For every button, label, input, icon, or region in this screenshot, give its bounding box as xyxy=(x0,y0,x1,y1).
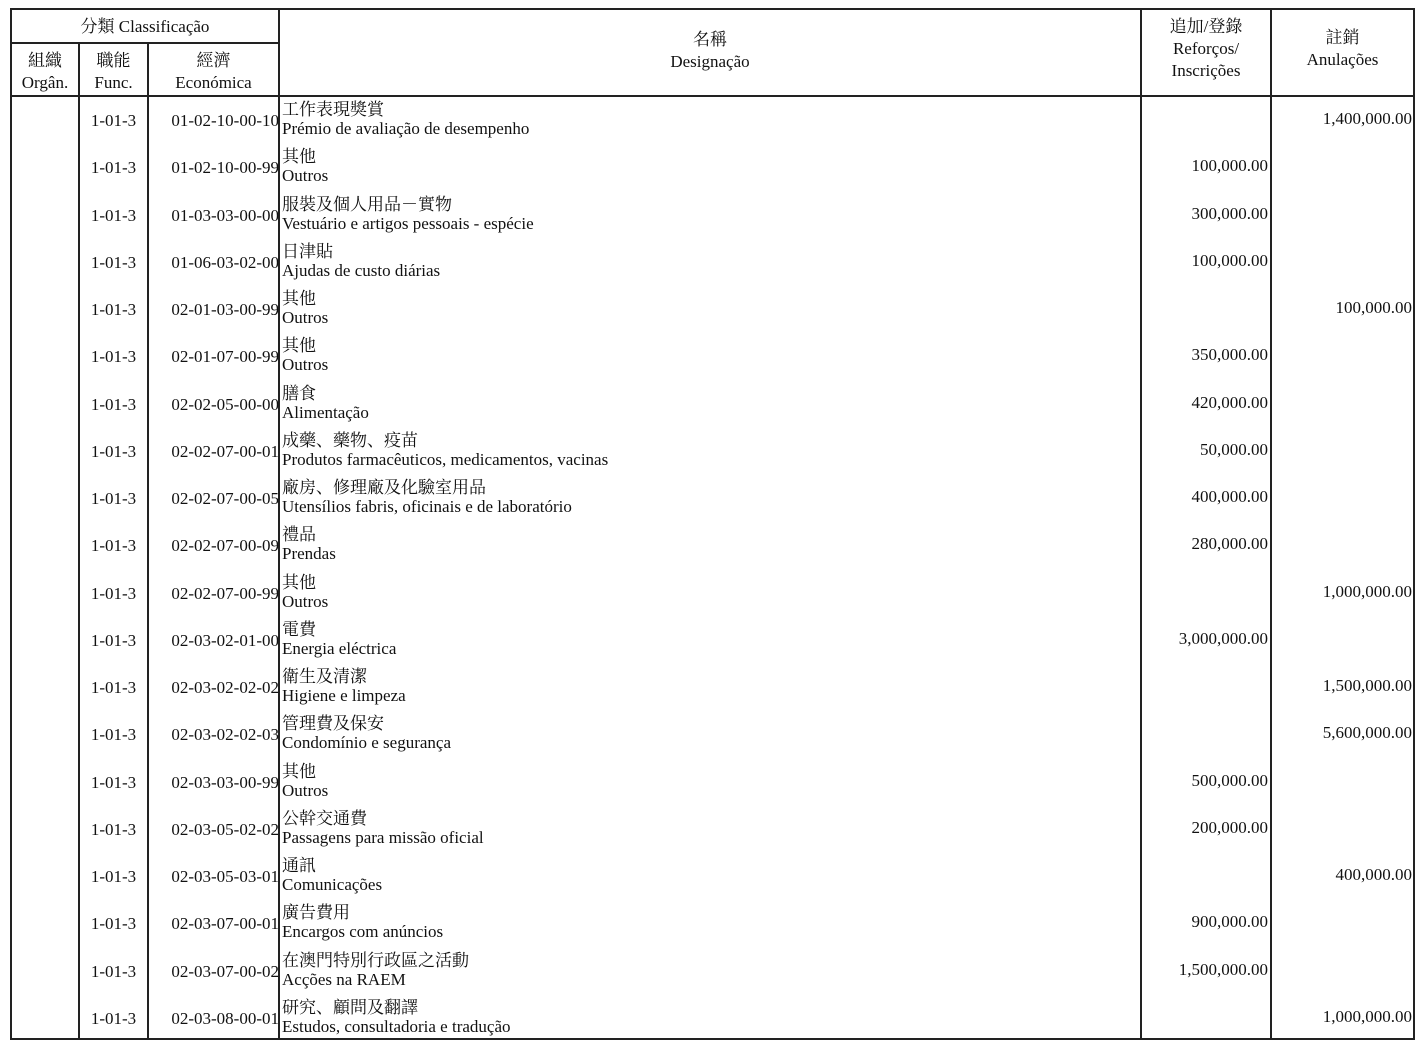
func-code: 1-01-3 xyxy=(90,1008,137,1028)
reforcos-amount: 300,000.00 xyxy=(1191,203,1268,223)
econ-code: 02-03-05-02-02 xyxy=(171,819,279,839)
reforcos-amount: 420,000.00 xyxy=(1191,392,1268,412)
econ-code: 02-03-02-01-00 xyxy=(171,630,279,650)
table-row xyxy=(12,286,1413,333)
designation-zh: 禮品 xyxy=(282,525,316,545)
header-designation-zh: 名稱 xyxy=(693,30,727,49)
econ-code: 02-03-08-00-01 xyxy=(171,1008,279,1028)
reforcos-amount: 50,000.00 xyxy=(1200,439,1268,459)
designation-zh: 膳食 xyxy=(282,383,316,403)
table-row xyxy=(12,381,1413,428)
header-anulacoes-pt: Anulações xyxy=(1306,50,1379,69)
header-designation-pt: Designação xyxy=(670,52,750,71)
header-func-zh: 職能 xyxy=(96,51,131,70)
header-econ-zh: 經濟 xyxy=(196,51,231,70)
econ-code: 02-02-05-00-00 xyxy=(171,394,279,414)
header-designation xyxy=(280,29,1140,73)
table-row xyxy=(12,97,1413,144)
econ-code: 02-02-07-00-01 xyxy=(171,441,279,461)
econ-code: 01-02-10-00-10 xyxy=(171,111,279,130)
designation-zh: 服裝及個人用品－實物 xyxy=(282,194,452,214)
designation-pt: Acções na RAEM xyxy=(282,969,406,989)
header-econ-pt: Económica xyxy=(175,73,252,92)
func-code: 1-01-3 xyxy=(90,394,137,414)
econ-code: 02-03-05-03-01 xyxy=(171,867,279,886)
designation-zh: 研究、顧問及翻譯 xyxy=(282,997,418,1017)
econ-code: 01-03-03-00-00 xyxy=(171,205,279,225)
designation-zh: 廣告費用 xyxy=(282,903,350,923)
reforcos-amount: 100,000.00 xyxy=(1191,250,1268,270)
func-code: 1-01-3 xyxy=(90,867,137,886)
reforcos-amount: 200,000.00 xyxy=(1191,817,1268,837)
table-row xyxy=(12,759,1413,806)
econ-code: 02-01-03-00-99 xyxy=(171,300,279,319)
table-row xyxy=(12,522,1413,569)
reforcos-amount: 100,000.00 xyxy=(1191,156,1268,176)
designation-pt: Outros xyxy=(282,780,329,800)
econ-code: 02-01-07-00-99 xyxy=(171,347,279,367)
anulacoes-amount: 5,600,000.00 xyxy=(1322,723,1412,743)
designation-zh: 衛生及清潔 xyxy=(282,667,367,686)
table-row xyxy=(12,333,1413,380)
header-func-pt: Func. xyxy=(94,73,133,92)
header-organ-pt: Orgân. xyxy=(21,73,69,92)
func-code: 1-01-3 xyxy=(90,300,137,319)
designation-pt: Comunicações xyxy=(282,875,383,894)
econ-code: 02-02-07-00-05 xyxy=(171,489,279,508)
func-code: 1-01-3 xyxy=(90,205,137,225)
func-code: 1-01-3 xyxy=(90,819,137,839)
designation-zh: 日津貼 xyxy=(282,241,333,261)
header-econ xyxy=(149,50,278,94)
header-anulacoes xyxy=(1272,27,1413,71)
header-reforcos xyxy=(1142,16,1270,82)
table-row xyxy=(12,475,1413,522)
econ-code: 02-03-02-02-02 xyxy=(171,678,279,697)
reforcos-amount: 280,000.00 xyxy=(1191,534,1268,554)
table-row xyxy=(12,144,1413,191)
func-code: 1-01-3 xyxy=(90,725,137,745)
header-reforcos-pt: Reforços/ xyxy=(1172,39,1240,58)
func-code: 1-01-3 xyxy=(90,536,137,556)
table-row xyxy=(12,192,1413,239)
designation-pt: Estudos, consultadoria e tradução xyxy=(282,1016,511,1036)
func-code: 1-01-3 xyxy=(90,441,137,461)
func-code: 1-01-3 xyxy=(90,583,137,603)
designation-pt: Utensílios fabris, oficinais e de laboratório xyxy=(282,497,572,516)
designation-pt: Vestuário e artigos pessoais - espécie xyxy=(282,213,534,233)
func-code: 1-01-3 xyxy=(90,252,137,272)
designation-pt: Encargos com anúncios xyxy=(282,922,444,942)
econ-code: 02-03-03-00-99 xyxy=(171,772,279,792)
func-code: 1-01-3 xyxy=(90,630,137,650)
anulacoes-amount: 400,000.00 xyxy=(1335,865,1412,884)
func-code: 1-01-3 xyxy=(90,111,137,130)
func-code: 1-01-3 xyxy=(90,678,137,697)
table-row xyxy=(12,853,1413,900)
reforcos-amount: 500,000.00 xyxy=(1191,770,1268,790)
table-row xyxy=(12,711,1413,758)
designation-pt: Passagens para missão oficial xyxy=(282,827,484,847)
designation-pt: Outros xyxy=(282,591,329,611)
designation-zh: 其他 xyxy=(282,289,316,308)
designation-zh: 電費 xyxy=(282,619,316,639)
table-row xyxy=(12,806,1413,853)
designation-pt: Higiene e limpeza xyxy=(282,686,406,705)
header-reforcos-zh: 追加/登錄 xyxy=(1169,17,1243,36)
designation-zh: 成藥、藥物、疫苗 xyxy=(282,430,418,450)
designation-pt: Prendas xyxy=(282,544,336,564)
designation-zh: 在澳門特別行政區之活動 xyxy=(282,950,469,970)
econ-code: 02-03-02-02-03 xyxy=(171,725,279,745)
anulacoes-amount: 1,400,000.00 xyxy=(1322,109,1412,128)
reforcos-amount: 350,000.00 xyxy=(1191,345,1268,365)
table-row xyxy=(12,948,1413,995)
func-code: 1-01-3 xyxy=(90,347,137,367)
anulacoes-amount: 1,000,000.00 xyxy=(1322,581,1412,601)
designation-pt: Ajudas de custo diárias xyxy=(282,260,441,280)
designation-pt: Produtos farmacêuticos, medicamentos, vacinas xyxy=(282,449,609,469)
designation-zh: 其他 xyxy=(282,572,316,592)
econ-code: 02-03-07-00-02 xyxy=(171,961,279,981)
econ-code: 02-03-07-00-01 xyxy=(171,914,279,934)
header-func xyxy=(80,50,147,94)
designation-zh: 其他 xyxy=(282,761,316,781)
table-row xyxy=(12,900,1413,947)
table-row xyxy=(12,617,1413,664)
econ-code: 02-02-07-00-09 xyxy=(171,536,279,556)
func-code: 1-01-3 xyxy=(90,489,137,508)
header-organ-zh: 組織 xyxy=(28,51,62,70)
designation-pt: Outros xyxy=(282,355,329,375)
anulacoes-amount: 1,000,000.00 xyxy=(1322,1006,1412,1026)
reforcos-amount: 900,000.00 xyxy=(1191,912,1268,932)
func-code: 1-01-3 xyxy=(90,158,137,178)
header-organ xyxy=(12,50,78,94)
designation-zh: 管理費及保安 xyxy=(282,714,384,734)
designation-pt: Alimentação xyxy=(282,402,369,422)
header-inscricoes-pt: Inscrições xyxy=(1171,61,1241,80)
func-code: 1-01-3 xyxy=(90,914,137,934)
designation-zh: 公幹交通費 xyxy=(282,808,367,828)
anulacoes-amount: 1,500,000.00 xyxy=(1322,676,1412,695)
designation-pt: Outros xyxy=(282,308,329,327)
table-row xyxy=(12,570,1413,617)
anulacoes-amount: 100,000.00 xyxy=(1335,298,1412,317)
designation-zh: 其他 xyxy=(282,147,316,167)
divider xyxy=(12,42,278,44)
designation-zh: 通訊 xyxy=(282,856,316,875)
designation-pt: Energia eléctrica xyxy=(282,638,397,658)
table-row xyxy=(12,239,1413,286)
reforcos-amount: 3,000,000.00 xyxy=(1178,628,1268,648)
header-classification: 分類 Classificação xyxy=(80,17,210,36)
econ-code: 01-06-03-02-00 xyxy=(171,252,279,272)
table-row xyxy=(12,428,1413,475)
designation-zh: 工作表現獎賞 xyxy=(282,100,384,119)
reforcos-amount: 400,000.00 xyxy=(1191,487,1268,506)
designation-pt: Outros xyxy=(282,166,329,186)
designation-zh: 廠房、修理廠及化驗室用品 xyxy=(282,478,486,497)
table-row xyxy=(12,995,1413,1042)
header-anulacoes-zh: 註銷 xyxy=(1325,28,1360,47)
econ-code: 02-02-07-00-99 xyxy=(171,583,279,603)
econ-code: 01-02-10-00-99 xyxy=(171,158,279,178)
table-row xyxy=(12,664,1413,711)
designation-pt: Prémio de avaliação de desempenho xyxy=(282,119,530,138)
func-code: 1-01-3 xyxy=(90,961,137,981)
designation-pt: Condomínio e segurança xyxy=(282,733,452,753)
designation-zh: 其他 xyxy=(282,336,316,356)
reforcos-amount: 1,500,000.00 xyxy=(1178,959,1268,979)
func-code: 1-01-3 xyxy=(90,772,137,792)
budget-table xyxy=(10,8,1415,1040)
